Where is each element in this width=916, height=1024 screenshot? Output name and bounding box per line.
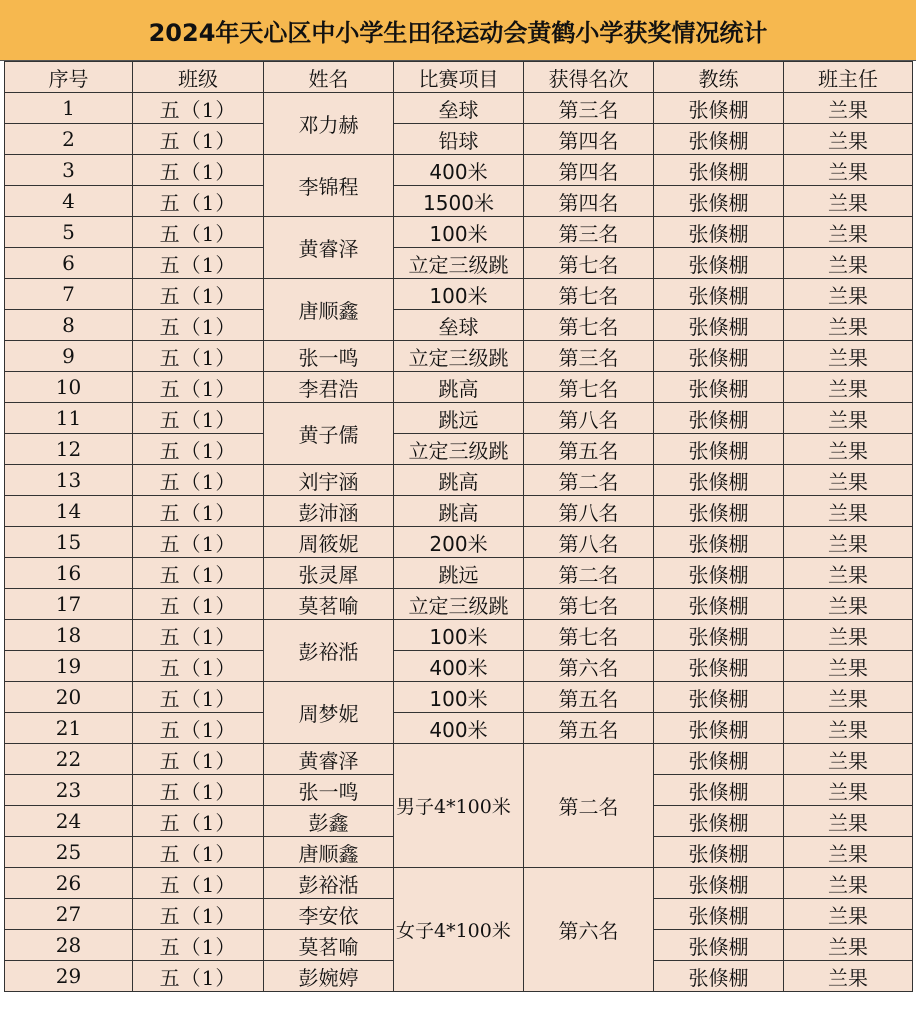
cell-coach[interactable]: 张倏棚	[654, 713, 784, 744]
table-row	[5, 713, 913, 744]
cell-class[interactable]: 五（1）	[133, 744, 264, 775]
cell-homeroom-teacher[interactable]: 兰果	[784, 527, 913, 558]
cell-name[interactable]: 黄睿泽	[264, 217, 394, 279]
cell-index[interactable]: 13	[5, 465, 133, 496]
cell-class[interactable]: 五（1）	[133, 186, 264, 217]
cell-class[interactable]: 五（1）	[133, 868, 264, 899]
cell-name[interactable]: 唐顺鑫	[264, 279, 394, 341]
cell-event[interactable]: 跳高	[394, 465, 524, 496]
cell-event[interactable]: 立定三级跳	[394, 341, 524, 372]
cell-index[interactable]: 17	[5, 589, 133, 620]
cell-coach[interactable]: 张倏棚	[654, 186, 784, 217]
cell-rank[interactable]: 第二名	[524, 558, 654, 589]
cell-index[interactable]: 2	[5, 124, 133, 155]
cell-name[interactable]: 莫茗喻	[264, 930, 394, 961]
cell-event[interactable]: 立定三级跳	[394, 589, 524, 620]
table-row	[5, 217, 913, 248]
cell-event[interactable]: 垒球	[394, 93, 524, 124]
table-row	[5, 341, 913, 372]
cell-homeroom-teacher[interactable]: 兰果	[784, 496, 913, 527]
cell-event[interactable]: 女子4*100米	[394, 868, 524, 992]
cell-class[interactable]: 五（1）	[133, 961, 264, 992]
cell-class[interactable]: 五（1）	[133, 93, 264, 124]
cell-class[interactable]: 五（1）	[133, 558, 264, 589]
sheet-title: 2024年天心区中小学生田径运动会黄鹤小学获奖情况统计	[0, 0, 916, 61]
cell-homeroom-teacher[interactable]: 兰果	[784, 837, 913, 868]
cell-class[interactable]: 五（1）	[133, 651, 264, 682]
cell-index[interactable]: 26	[5, 868, 133, 899]
cell-homeroom-teacher[interactable]: 兰果	[784, 713, 913, 744]
cell-name[interactable]: 彭裕湉	[264, 620, 394, 682]
table-row	[5, 589, 913, 620]
cell-name[interactable]: 李锦程	[264, 155, 394, 217]
cell-index[interactable]: 23	[5, 775, 133, 806]
cell-event[interactable]: 100米	[394, 682, 524, 713]
cell-coach[interactable]: 张倏棚	[654, 465, 784, 496]
cell-index[interactable]: 5	[5, 217, 133, 248]
cell-coach[interactable]: 张倏棚	[654, 217, 784, 248]
cell-class[interactable]: 五（1）	[133, 124, 264, 155]
cell-class[interactable]: 五（1）	[133, 248, 264, 279]
cell-homeroom-teacher[interactable]: 兰果	[784, 186, 913, 217]
cell-index[interactable]: 4	[5, 186, 133, 217]
cell-rank[interactable]: 第八名	[524, 403, 654, 434]
cell-event[interactable]: 立定三级跳	[394, 434, 524, 465]
cell-event[interactable]: 100米	[394, 279, 524, 310]
cell-rank[interactable]: 第七名	[524, 310, 654, 341]
cell-homeroom-teacher[interactable]: 兰果	[784, 279, 913, 310]
cell-homeroom-teacher[interactable]: 兰果	[784, 806, 913, 837]
cell-coach[interactable]: 张倏棚	[654, 496, 784, 527]
header-homeroom-teacher[interactable]: 班主任	[784, 62, 913, 93]
cell-class[interactable]: 五（1）	[133, 899, 264, 930]
cell-event[interactable]: 200米	[394, 527, 524, 558]
cell-class[interactable]: 五（1）	[133, 713, 264, 744]
cell-coach[interactable]: 张倏棚	[654, 279, 784, 310]
cell-homeroom-teacher[interactable]: 兰果	[784, 682, 913, 713]
cell-coach[interactable]: 张倏棚	[654, 775, 784, 806]
cell-homeroom-teacher[interactable]: 兰果	[784, 310, 913, 341]
cell-rank[interactable]: 第六名	[524, 651, 654, 682]
table-row	[5, 279, 913, 310]
cell-homeroom-teacher[interactable]: 兰果	[784, 465, 913, 496]
table-body	[5, 93, 913, 992]
cell-coach[interactable]: 张倏棚	[654, 124, 784, 155]
cell-index[interactable]: 8	[5, 310, 133, 341]
cell-index[interactable]: 10	[5, 372, 133, 403]
cell-name[interactable]: 张一鸣	[264, 341, 394, 372]
cell-event[interactable]: 100米	[394, 620, 524, 651]
cell-event[interactable]: 铅球	[394, 124, 524, 155]
cell-homeroom-teacher[interactable]: 兰果	[784, 651, 913, 682]
table-row	[5, 558, 913, 589]
cell-coach[interactable]: 张倏棚	[654, 837, 784, 868]
cell-homeroom-teacher[interactable]: 兰果	[784, 620, 913, 651]
table-row	[5, 744, 913, 775]
table-row	[5, 682, 913, 713]
cell-class[interactable]: 五（1）	[133, 279, 264, 310]
cell-rank[interactable]: 第七名	[524, 279, 654, 310]
cell-index[interactable]: 19	[5, 651, 133, 682]
cell-class[interactable]: 五（1）	[133, 682, 264, 713]
cell-rank[interactable]: 第七名	[524, 248, 654, 279]
cell-index[interactable]: 16	[5, 558, 133, 589]
header-name[interactable]: 姓名	[264, 62, 394, 93]
cell-homeroom-teacher[interactable]: 兰果	[784, 961, 913, 992]
cell-name[interactable]: 周梦妮	[264, 682, 394, 744]
cell-class[interactable]: 五（1）	[133, 930, 264, 961]
table-row	[5, 496, 913, 527]
cell-rank[interactable]: 第三名	[524, 217, 654, 248]
table-row	[5, 124, 913, 155]
cell-index[interactable]: 20	[5, 682, 133, 713]
cell-rank[interactable]: 第六名	[524, 868, 654, 992]
cell-index[interactable]: 1	[5, 93, 133, 124]
cell-class[interactable]: 五（1）	[133, 527, 264, 558]
table-row	[5, 372, 913, 403]
cell-homeroom-teacher[interactable]: 兰果	[784, 217, 913, 248]
header-row	[5, 62, 913, 93]
cell-rank[interactable]: 第三名	[524, 341, 654, 372]
cell-index[interactable]: 22	[5, 744, 133, 775]
header-coach[interactable]: 教练	[654, 62, 784, 93]
table-row	[5, 651, 913, 682]
cell-index[interactable]: 21	[5, 713, 133, 744]
cell-index[interactable]: 6	[5, 248, 133, 279]
cell-homeroom-teacher[interactable]: 兰果	[784, 93, 913, 124]
cell-rank[interactable]: 第八名	[524, 527, 654, 558]
cell-homeroom-teacher[interactable]: 兰果	[784, 558, 913, 589]
cell-homeroom-teacher[interactable]: 兰果	[784, 372, 913, 403]
cell-event[interactable]: 400米	[394, 651, 524, 682]
table-row	[5, 248, 913, 279]
cell-index[interactable]: 11	[5, 403, 133, 434]
cell-class[interactable]: 五（1）	[133, 434, 264, 465]
cell-rank[interactable]: 第五名	[524, 682, 654, 713]
cell-coach[interactable]: 张倏棚	[654, 310, 784, 341]
cell-coach[interactable]: 张倏棚	[654, 93, 784, 124]
table-row	[5, 93, 913, 124]
cell-name[interactable]: 张灵犀	[264, 558, 394, 589]
cell-name[interactable]: 周筱妮	[264, 527, 394, 558]
table-row	[5, 465, 913, 496]
cell-coach[interactable]: 张倏棚	[654, 930, 784, 961]
cell-rank[interactable]: 第七名	[524, 620, 654, 651]
cell-homeroom-teacher[interactable]: 兰果	[784, 899, 913, 930]
cell-event[interactable]: 跳高	[394, 496, 524, 527]
cell-coach[interactable]: 张倏棚	[654, 155, 784, 186]
cell-coach[interactable]: 张倏棚	[654, 403, 784, 434]
cell-rank[interactable]: 第四名	[524, 124, 654, 155]
cell-coach[interactable]: 张倏棚	[654, 868, 784, 899]
table-row	[5, 403, 913, 434]
cell-class[interactable]: 五（1）	[133, 217, 264, 248]
table-row	[5, 310, 913, 341]
cell-index[interactable]: 25	[5, 837, 133, 868]
cell-event[interactable]: 立定三级跳	[394, 248, 524, 279]
cell-event[interactable]: 1500米	[394, 186, 524, 217]
table-row	[5, 527, 913, 558]
cell-homeroom-teacher[interactable]: 兰果	[784, 341, 913, 372]
cell-coach[interactable]: 张倏棚	[654, 744, 784, 775]
header-index[interactable]: 序号	[5, 62, 133, 93]
cell-name[interactable]: 黄子儒	[264, 403, 394, 465]
cell-homeroom-teacher[interactable]: 兰果	[784, 775, 913, 806]
cell-event[interactable]: 垒球	[394, 310, 524, 341]
cell-class[interactable]: 五（1）	[133, 589, 264, 620]
cell-event[interactable]: 跳远	[394, 403, 524, 434]
table-row	[5, 186, 913, 217]
awards-table	[4, 61, 913, 992]
table-row	[5, 868, 913, 899]
cell-homeroom-teacher[interactable]: 兰果	[784, 124, 913, 155]
cell-rank[interactable]: 第四名	[524, 186, 654, 217]
cell-coach[interactable]: 张倏棚	[654, 248, 784, 279]
cell-index[interactable]: 15	[5, 527, 133, 558]
cell-coach[interactable]: 张倏棚	[654, 527, 784, 558]
cell-homeroom-teacher[interactable]: 兰果	[784, 744, 913, 775]
cell-rank[interactable]: 第七名	[524, 372, 654, 403]
cell-class[interactable]: 五（1）	[133, 806, 264, 837]
cell-rank[interactable]: 第八名	[524, 496, 654, 527]
cell-class[interactable]: 五（1）	[133, 341, 264, 372]
cell-rank[interactable]: 第三名	[524, 93, 654, 124]
cell-name[interactable]: 李君浩	[264, 372, 394, 403]
cell-class[interactable]: 五（1）	[133, 496, 264, 527]
cell-homeroom-teacher[interactable]: 兰果	[784, 868, 913, 899]
cell-index[interactable]: 12	[5, 434, 133, 465]
table-row	[5, 620, 913, 651]
cell-name[interactable]: 莫茗喻	[264, 589, 394, 620]
cell-event[interactable]: 男子4*100米	[394, 744, 524, 868]
cell-coach[interactable]: 张倏棚	[654, 899, 784, 930]
cell-coach[interactable]: 张倏棚	[654, 961, 784, 992]
table-row	[5, 434, 913, 465]
cell-name[interactable]: 彭婉婷	[264, 961, 394, 992]
cell-event[interactable]: 400米	[394, 713, 524, 744]
cell-coach[interactable]: 张倏棚	[654, 558, 784, 589]
cell-index[interactable]: 27	[5, 899, 133, 930]
header-rank[interactable]: 获得名次	[524, 62, 654, 93]
cell-event[interactable]: 100米	[394, 217, 524, 248]
cell-name[interactable]: 黄睿泽	[264, 744, 394, 775]
cell-class[interactable]: 五（1）	[133, 620, 264, 651]
cell-event[interactable]: 跳远	[394, 558, 524, 589]
cell-rank[interactable]: 第二名	[524, 744, 654, 868]
cell-index[interactable]: 18	[5, 620, 133, 651]
cell-name[interactable]: 张一鸣	[264, 775, 394, 806]
cell-index[interactable]: 29	[5, 961, 133, 992]
cell-event[interactable]: 跳高	[394, 372, 524, 403]
cell-rank[interactable]: 第四名	[524, 155, 654, 186]
cell-index[interactable]: 9	[5, 341, 133, 372]
cell-coach[interactable]: 张倏棚	[654, 620, 784, 651]
cell-event[interactable]: 400米	[394, 155, 524, 186]
cell-name[interactable]: 彭沛涵	[264, 496, 394, 527]
header-class[interactable]: 班级	[133, 62, 264, 93]
cell-rank[interactable]: 第二名	[524, 465, 654, 496]
cell-homeroom-teacher[interactable]: 兰果	[784, 248, 913, 279]
cell-homeroom-teacher[interactable]: 兰果	[784, 155, 913, 186]
cell-homeroom-teacher[interactable]: 兰果	[784, 403, 913, 434]
cell-name[interactable]: 李安依	[264, 899, 394, 930]
header-event[interactable]: 比赛项目	[394, 62, 524, 93]
cell-class[interactable]: 五（1）	[133, 155, 264, 186]
cell-index[interactable]: 24	[5, 806, 133, 837]
cell-coach[interactable]: 张倏棚	[654, 806, 784, 837]
cell-class[interactable]: 五（1）	[133, 775, 264, 806]
cell-coach[interactable]: 张倏棚	[654, 651, 784, 682]
cell-homeroom-teacher[interactable]: 兰果	[784, 434, 913, 465]
cell-index[interactable]: 7	[5, 279, 133, 310]
table-row	[5, 155, 913, 186]
cell-class[interactable]: 五（1）	[133, 837, 264, 868]
cell-homeroom-teacher[interactable]: 兰果	[784, 589, 913, 620]
cell-coach[interactable]: 张倏棚	[654, 372, 784, 403]
cell-index[interactable]: 14	[5, 496, 133, 527]
cell-class[interactable]: 五（1）	[133, 372, 264, 403]
cell-coach[interactable]: 张倏棚	[654, 341, 784, 372]
cell-index[interactable]: 28	[5, 930, 133, 961]
cell-rank[interactable]: 第七名	[524, 589, 654, 620]
cell-name[interactable]: 刘宇涵	[264, 465, 394, 496]
cell-rank[interactable]: 第五名	[524, 434, 654, 465]
cell-name[interactable]: 彭鑫	[264, 806, 394, 837]
cell-class[interactable]: 五（1）	[133, 310, 264, 341]
cell-homeroom-teacher[interactable]: 兰果	[784, 930, 913, 961]
cell-class[interactable]: 五（1）	[133, 403, 264, 434]
cell-rank[interactable]: 第五名	[524, 713, 654, 744]
cell-name[interactable]: 唐顺鑫	[264, 837, 394, 868]
cell-name[interactable]: 彭裕湉	[264, 868, 394, 899]
cell-coach[interactable]: 张倏棚	[654, 589, 784, 620]
cell-name[interactable]: 邓力赫	[264, 93, 394, 155]
cell-class[interactable]: 五（1）	[133, 465, 264, 496]
cell-index[interactable]: 3	[5, 155, 133, 186]
cell-coach[interactable]: 张倏棚	[654, 682, 784, 713]
cell-coach[interactable]: 张倏棚	[654, 434, 784, 465]
